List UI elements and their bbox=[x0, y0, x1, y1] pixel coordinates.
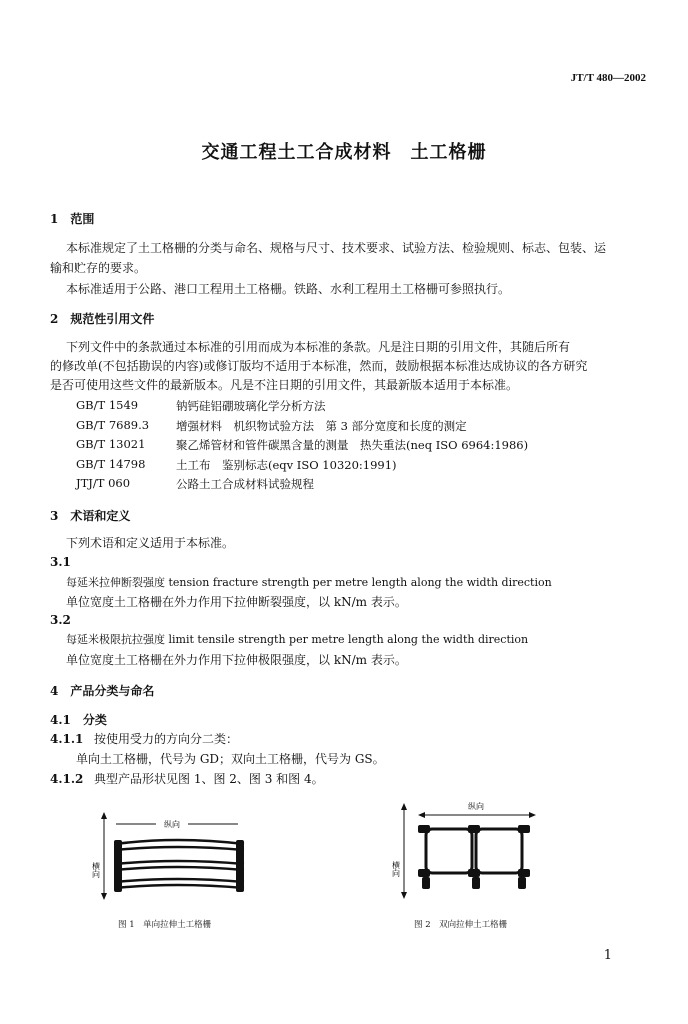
ref-code: GB/T 14798 bbox=[76, 457, 146, 471]
section-2-heading: 2 规范性引用文件 bbox=[50, 312, 155, 326]
figure-1-label-side: 横向 bbox=[91, 862, 101, 878]
figure-2-label-side: 横向 bbox=[391, 861, 401, 877]
grid-nodes bbox=[418, 825, 530, 889]
figure-2-biaxial-geogrid bbox=[391, 795, 546, 905]
grid-ribs bbox=[116, 840, 244, 888]
section-2-para-line3: 是否可使用这些文件的最新版本。凡是不注日期的引用文件，其最新版本适用于本标准。 bbox=[50, 378, 519, 392]
ref-title: 增强材料 机织物试验方法 第 3 部分宽度和长度的测定 bbox=[176, 419, 467, 433]
arrow-right-icon bbox=[529, 812, 536, 818]
term-name: 每延米极限抗拉强度 limit tensile strength per metre length along the width direction bbox=[66, 633, 529, 646]
figure-1-caption: 图 1 单向拉伸土工格栅 bbox=[118, 920, 212, 930]
ref-title: 土工布 鉴别标志(eqv ISO 10320:1991) bbox=[176, 458, 397, 472]
arrow-up-icon bbox=[401, 803, 407, 810]
grid-cells bbox=[426, 829, 522, 873]
section-1-heading: 1 范围 bbox=[50, 212, 95, 226]
term-definition: 单位宽度土工格栅在外力作用下拉伸极限强度，以 kN/m 表示。 bbox=[66, 653, 407, 667]
term-name: 每延米拉伸断裂强度 tension fracture strength per metre length along the width direction bbox=[66, 576, 552, 589]
subsection-4-1-1-text: 按使用受力的方向分二类： bbox=[94, 732, 239, 746]
ref-code: JTJ/T 060 bbox=[76, 476, 131, 490]
term-number: 3.1 bbox=[50, 555, 71, 569]
arrow-down-icon bbox=[401, 892, 407, 899]
ref-code: GB/T 7689.3 bbox=[76, 418, 150, 432]
figure-2-label-top: 纵向 bbox=[468, 802, 484, 811]
section-3-heading: 3 术语和定义 bbox=[50, 509, 131, 523]
section-1-para1-line1: 本标准规定了土工格栅的分类与命名、规格与尺寸、技术要求、试验方法、检验规则、标志、包装、运 bbox=[66, 241, 607, 255]
figure-1-uniaxial-geogrid bbox=[91, 810, 256, 900]
ref-title: 聚乙烯管材和管件碳黑含量的测量 热失重法(neq ISO 6964:1986) bbox=[176, 438, 529, 452]
subsection-4-1-1-number: 4.1.1 bbox=[50, 732, 84, 746]
section-2-para-line1: 下列文件中的条款通过本标准的引用而成为本标准的条款。凡是注日期的引用文件，其随后所有 bbox=[66, 340, 571, 354]
ref-code: GB/T 13021 bbox=[76, 437, 146, 451]
figure-1-label-top: 纵向 bbox=[164, 820, 180, 829]
ref-title: 公路土工合成材料试验规程 bbox=[176, 477, 314, 491]
arrow-up-icon bbox=[101, 812, 107, 819]
standard-number: JT/T 480—2002 bbox=[570, 72, 646, 84]
section-1-para1-line2: 输和贮存的要求。 bbox=[50, 261, 147, 275]
page-number: 1 bbox=[603, 948, 612, 963]
page-title: 交通工程土工合成材料 土工格栅 bbox=[201, 142, 487, 163]
section-3-intro: 下列术语和定义适用于本标准。 bbox=[66, 536, 235, 550]
section-2-para-line2: 的修改单(不包括勘误的内容)或修订版均不适用于本标准，然而，鼓励根据本标准达成协议的各方研究 bbox=[50, 359, 588, 373]
arrow-left-icon bbox=[418, 812, 425, 818]
subsection-4-1-2-text: 典型产品形状见图 1、图 2、图 3 和图 4。 bbox=[94, 772, 324, 786]
figure-2-caption: 图 2 双向拉伸土工格栅 bbox=[414, 920, 508, 930]
section-4-heading: 4 产品分类与命名 bbox=[50, 684, 155, 698]
term-definition: 单位宽度土工格栅在外力作用下拉伸断裂强度，以 kN/m 表示。 bbox=[66, 595, 407, 609]
ref-title: 钠钙硅铝硼玻璃化学分析方法 bbox=[176, 399, 326, 413]
subsection-4-1-2-number: 4.1.2 bbox=[50, 772, 84, 786]
section-1-para2: 本标准适用于公路、港口工程用土工格栅。铁路、水利工程用土工格栅可参照执行。 bbox=[66, 282, 511, 296]
subsection-4-1-1-body: 单向土工格栅，代号为 GD；双向土工格栅，代号为 GS。 bbox=[76, 752, 385, 766]
arrow-down-icon bbox=[101, 893, 107, 900]
term-number: 3.2 bbox=[50, 613, 71, 627]
subsection-4-1: 4.1 分类 bbox=[50, 713, 107, 727]
ref-code: GB/T 1549 bbox=[76, 398, 139, 412]
